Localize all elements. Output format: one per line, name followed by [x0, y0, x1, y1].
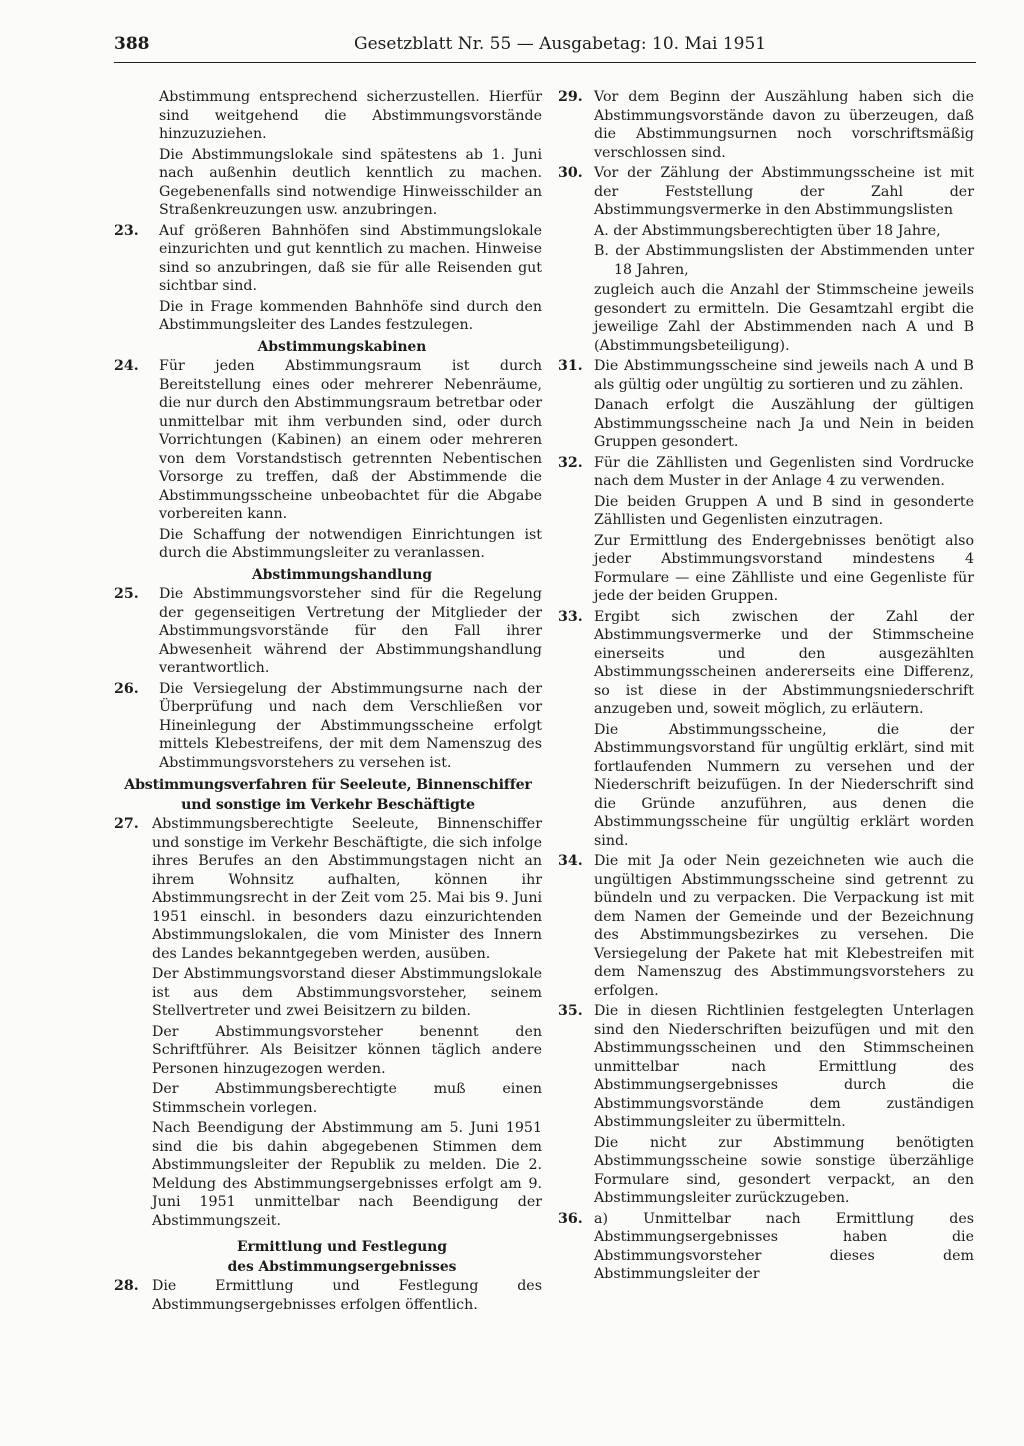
page-title: Gesetzblatt Nr. 55 — Ausgabetag: 10. Mai 1951 — [354, 34, 767, 54]
section-heading: Ermittlung und Festlegung — [237, 1239, 447, 1255]
list-item-36 — [556, 1210, 974, 1284]
item-text: Die Abstimmungsvorsteher sind für die Regelung der gegenseitigen Vertretung der Mitglieder der Abstimmungsvorstände für den Fall ihrer Abwesenheit während der Abstimmungshandlung verantwortlich. — [159, 586, 542, 676]
left-column — [114, 88, 542, 1316]
paragraph: Nach Beendigung der Abstimmung am 5. Juni 1951 sind die bis dahin abgegebenen Stimmen dem Abstimmungsleiter der Republik zu melden. Die 2. Meldung des Abstimmungsergebnisses erfolgt am 9. Juni 1951 unmittelbar nach Beendigung der Abstimmungszeit. — [152, 1120, 542, 1229]
paragraph: Die Schaffung der notwendigen Einrichtungen ist durch die Abstimmungsleiter zu veranlassen. — [159, 526, 542, 561]
item-number: 25. — [114, 586, 139, 602]
item-number: 35. — [558, 1003, 583, 1019]
list-item-31 — [556, 357, 974, 394]
section-heading: des Abstimmungsergebnisses — [227, 1258, 457, 1275]
item-text: Die mit Ja oder Nein gezeichneten wie auch die ungültigen Abstimmungsscheine sind getrennt zu bündeln und zu verpacken. Die Verpackung ist mit dem Namen der Gemeinde und der Bezeichnung des Abstimmungsbezirkes zu versehen. Die Versiegelung der Pakete hat mit Klebestreifen mit dem Namenszug des Abstimmungsvorstehers zu erfolgen. — [594, 853, 974, 999]
item-number: 28. — [114, 1278, 139, 1294]
paragraph: Die in Frage kommenden Bahnhöfe sind durch den Abstimmungsleiter des Landes festzulegen. — [159, 298, 542, 333]
section-heading: Abstimmungsverfahren für Seeleute, Binnenschiffer — [124, 777, 532, 793]
item-text: Abstimmungsberechtigte Seeleute, Binnenschiffer und sonstige im Verkehr Beschäftigte, die sich infolge ihres Berufes an den Abstimmungstagen nicht an ihrem Wohnsitz aufhalten, können ihr Abstimmungsrecht in der Zeit vom 25. Mai bis 9. Juni 1951 einschl. in besonders dazu einzurichtenden Abstimmungslokalen, die vom Minister des Innern des Landes bekanntgegeben werden, ausüben. — [152, 816, 542, 962]
item-number: 32. — [558, 454, 583, 471]
sub-item-b: B. der Abstimmungslisten der Abstimmenden unter 18 Jahren, — [594, 243, 974, 278]
item-number: 33. — [558, 608, 583, 625]
paragraph: Die beiden Gruppen A und B sind in gesonderte Zähllisten und Gegenlisten einzutragen. — [594, 493, 974, 528]
right-column — [556, 88, 974, 1286]
item-text: Vor dem Beginn der Auszählung haben sich die Abstimmungsvorstände davon zu überzeugen, daß die Abstimmungsurnen noch vorschriftsmäßig verschlossen sind. — [594, 89, 974, 161]
item-text: Die Ermittlung und Festlegung des Abstimmungsergebnisses erfolgen öffentlich. — [152, 1278, 542, 1313]
paragraph: Der Abstimmungsberechtigte muß einen Stimmschein vorlegen. — [152, 1081, 542, 1116]
item-number: 34. — [558, 853, 583, 869]
item-text: Für jeden Abstimmungsraum ist durch Bereitstellung eines oder mehrerer Nebenräume, die nur durch den Abstimmungsraum betretbar oder unmittelbar mit ihm verbunden sind, oder durch Vorrichtungen (Kabinen) an einem oder mehreren von dem Vorstandstisch getrennten Nebentischen Vorsorge zu treffen, daß der Abstimmende die Abstimmungsscheine unbeobachtet für die Abgabe vorbereiten kann. — [159, 358, 542, 522]
list-item-34 — [556, 852, 974, 1000]
item-text: Die in diesen Richtlinien festgelegten Unterlagen sind den Niederschriften beizufügen und mit den Abstimmungsscheinen und den Stimmscheinen unmittelbar nach Ermittlung des Abstimmungsergebnisses durch die Abstimmungsvorstände dem zuständigen Abstimmungsleiter zu übermitteln. — [594, 1003, 974, 1130]
item-text: Auf größeren Bahnhöfen sind Abstimmungslokale einzurichten und gut kenntlich zu machen. Hinweise sind so anzubringen, daß sie für alle Reisenden gut sichtbar sind. — [159, 222, 542, 294]
item-text: Ergibt sich zwischen der Zahl der Abstimmungsvermerke und der Stimmscheine einerseits und den ausgezählten Abstimmungsscheinen andererseits eine Differenz, so ist diese in der Abstimmungsniederschrift anzugeben und, soweit möglich, zu erläutern. — [594, 608, 974, 717]
list-item-24 — [114, 357, 542, 524]
section-heading: Abstimmungshandlung — [251, 566, 432, 583]
list-item-33 — [556, 608, 974, 719]
list-item-25 — [114, 585, 542, 678]
item-number: 24. — [114, 358, 139, 374]
item-text: Die Abstimmungsscheine sind jeweils nach A und B als gültig oder ungültig zu sortieren und zu zählen. — [594, 358, 974, 393]
paragraph: Die nicht zur Abstimmung benötigten Abstimmungsscheine sowie sonstige überzählige Formulare sind, gesondert verpackt, an den Abstimmungsleiter zurückzugeben. — [594, 1134, 974, 1206]
item-text: Vor der Zählung der Abstimmungsscheine ist mit der Feststellung der Zahl der Abstimmungsvermerke in den Abstimmungslisten — [594, 165, 974, 218]
item-number: 36. — [558, 1210, 583, 1227]
list-item-30 — [556, 164, 974, 220]
paragraph: Der Abstimmungsvorstand dieser Abstimmungslokale ist aus dem Abstimmungsvorsteher, seinem Stellvertreter und zwei Beisitzern zu bilden. — [152, 966, 542, 1019]
list-item-32 — [556, 454, 974, 491]
page-number: 388 — [114, 34, 150, 54]
list-item-23 — [114, 222, 542, 296]
item-number: 29. — [558, 89, 583, 105]
paragraph: Der Abstimmungsvorsteher benennt den Schriftführer. Als Beisitzer können täglich andere Personen hinzugezogen werden. — [152, 1023, 542, 1077]
list-item-29 — [556, 88, 974, 162]
paragraph: Abstimmung entsprechend sicherzustellen. Hierfür sind weitgehend die Abstimmungsvorstände hinzuzuziehen. — [159, 89, 542, 142]
paragraph: Die Abstimmungslokale sind spätestens ab 1. Juni nach außenhin deutlich kenntlich zu machen. Gegebenenfalls sind notwendige Hinweisschilder an Straßenkreuzungen usw. anzubringen. — [159, 146, 542, 218]
item-number: 23. — [114, 222, 139, 239]
item-number: 31. — [558, 358, 583, 374]
list-item-35 — [556, 1002, 974, 1132]
sub-item-a: A. der Abstimmungsberechtigten über 18 Jahre, — [594, 222, 941, 239]
section-heading: Abstimmungskabinen — [257, 338, 427, 355]
list-item-26 — [114, 680, 542, 773]
paragraph: zugleich auch die Anzahl der Stimmscheine jeweils gesondert zu ermitteln. Die Gesamtzahl ergibt die jeweilige Zahl der Abstimmenden nach A und B (Abstimmungsbeteiligung). — [594, 282, 974, 354]
section-heading: und sonstige im Verkehr Beschäftigte — [181, 796, 475, 813]
item-number: 27. — [114, 816, 139, 832]
item-text: Die Versiegelung der Abstimmungsurne nach der Überprüfung und nach dem Verschließen vor Hineinlegung der Abstimmungsscheine erfolgt mittels Klebestreifens, der mit dem Namenszug des Abstimmungsvorstehers zu versehen ist. — [159, 680, 542, 771]
item-text: a) Unmittelbar nach Ermittlung des Abstimmungsergebnisses haben die Abstimmungsvorsteher dieses dem Abstimmungsleiter der — [594, 1210, 974, 1282]
list-item-27 — [114, 815, 542, 963]
page-header — [114, 32, 976, 63]
item-number: 30. — [558, 165, 583, 181]
item-text: Für die Zähllisten und Gegenlisten sind Vordrucke nach dem Muster in der Anlage 4 zu verwenden. — [594, 454, 974, 489]
paragraph: Danach erfolgt die Auszählung der gültigen Abstimmungsscheine nach Ja und Nein in beiden Gruppen gesondert. — [594, 397, 974, 450]
item-number: 26. — [114, 680, 139, 697]
paragraph: Die Abstimmungsscheine, die der Abstimmungsvorstand für ungültig erklärt, sind mit fortlaufenden Nummern zu versehen und der Niederschrift beizufügen. In der Niederschrift sind die Gründe anzuführen, aus denen die Abstimmungsscheine für ungültig erklärt worden sind. — [594, 721, 974, 849]
paragraph: Zur Ermittlung des Endergebnisses benötigt also jeder Abstimmungsvorstand mindestens 4 Formulare — eine Zählliste und eine Gegenliste für jede der beiden Gruppen. — [594, 532, 974, 604]
list-item-28 — [114, 1277, 542, 1314]
